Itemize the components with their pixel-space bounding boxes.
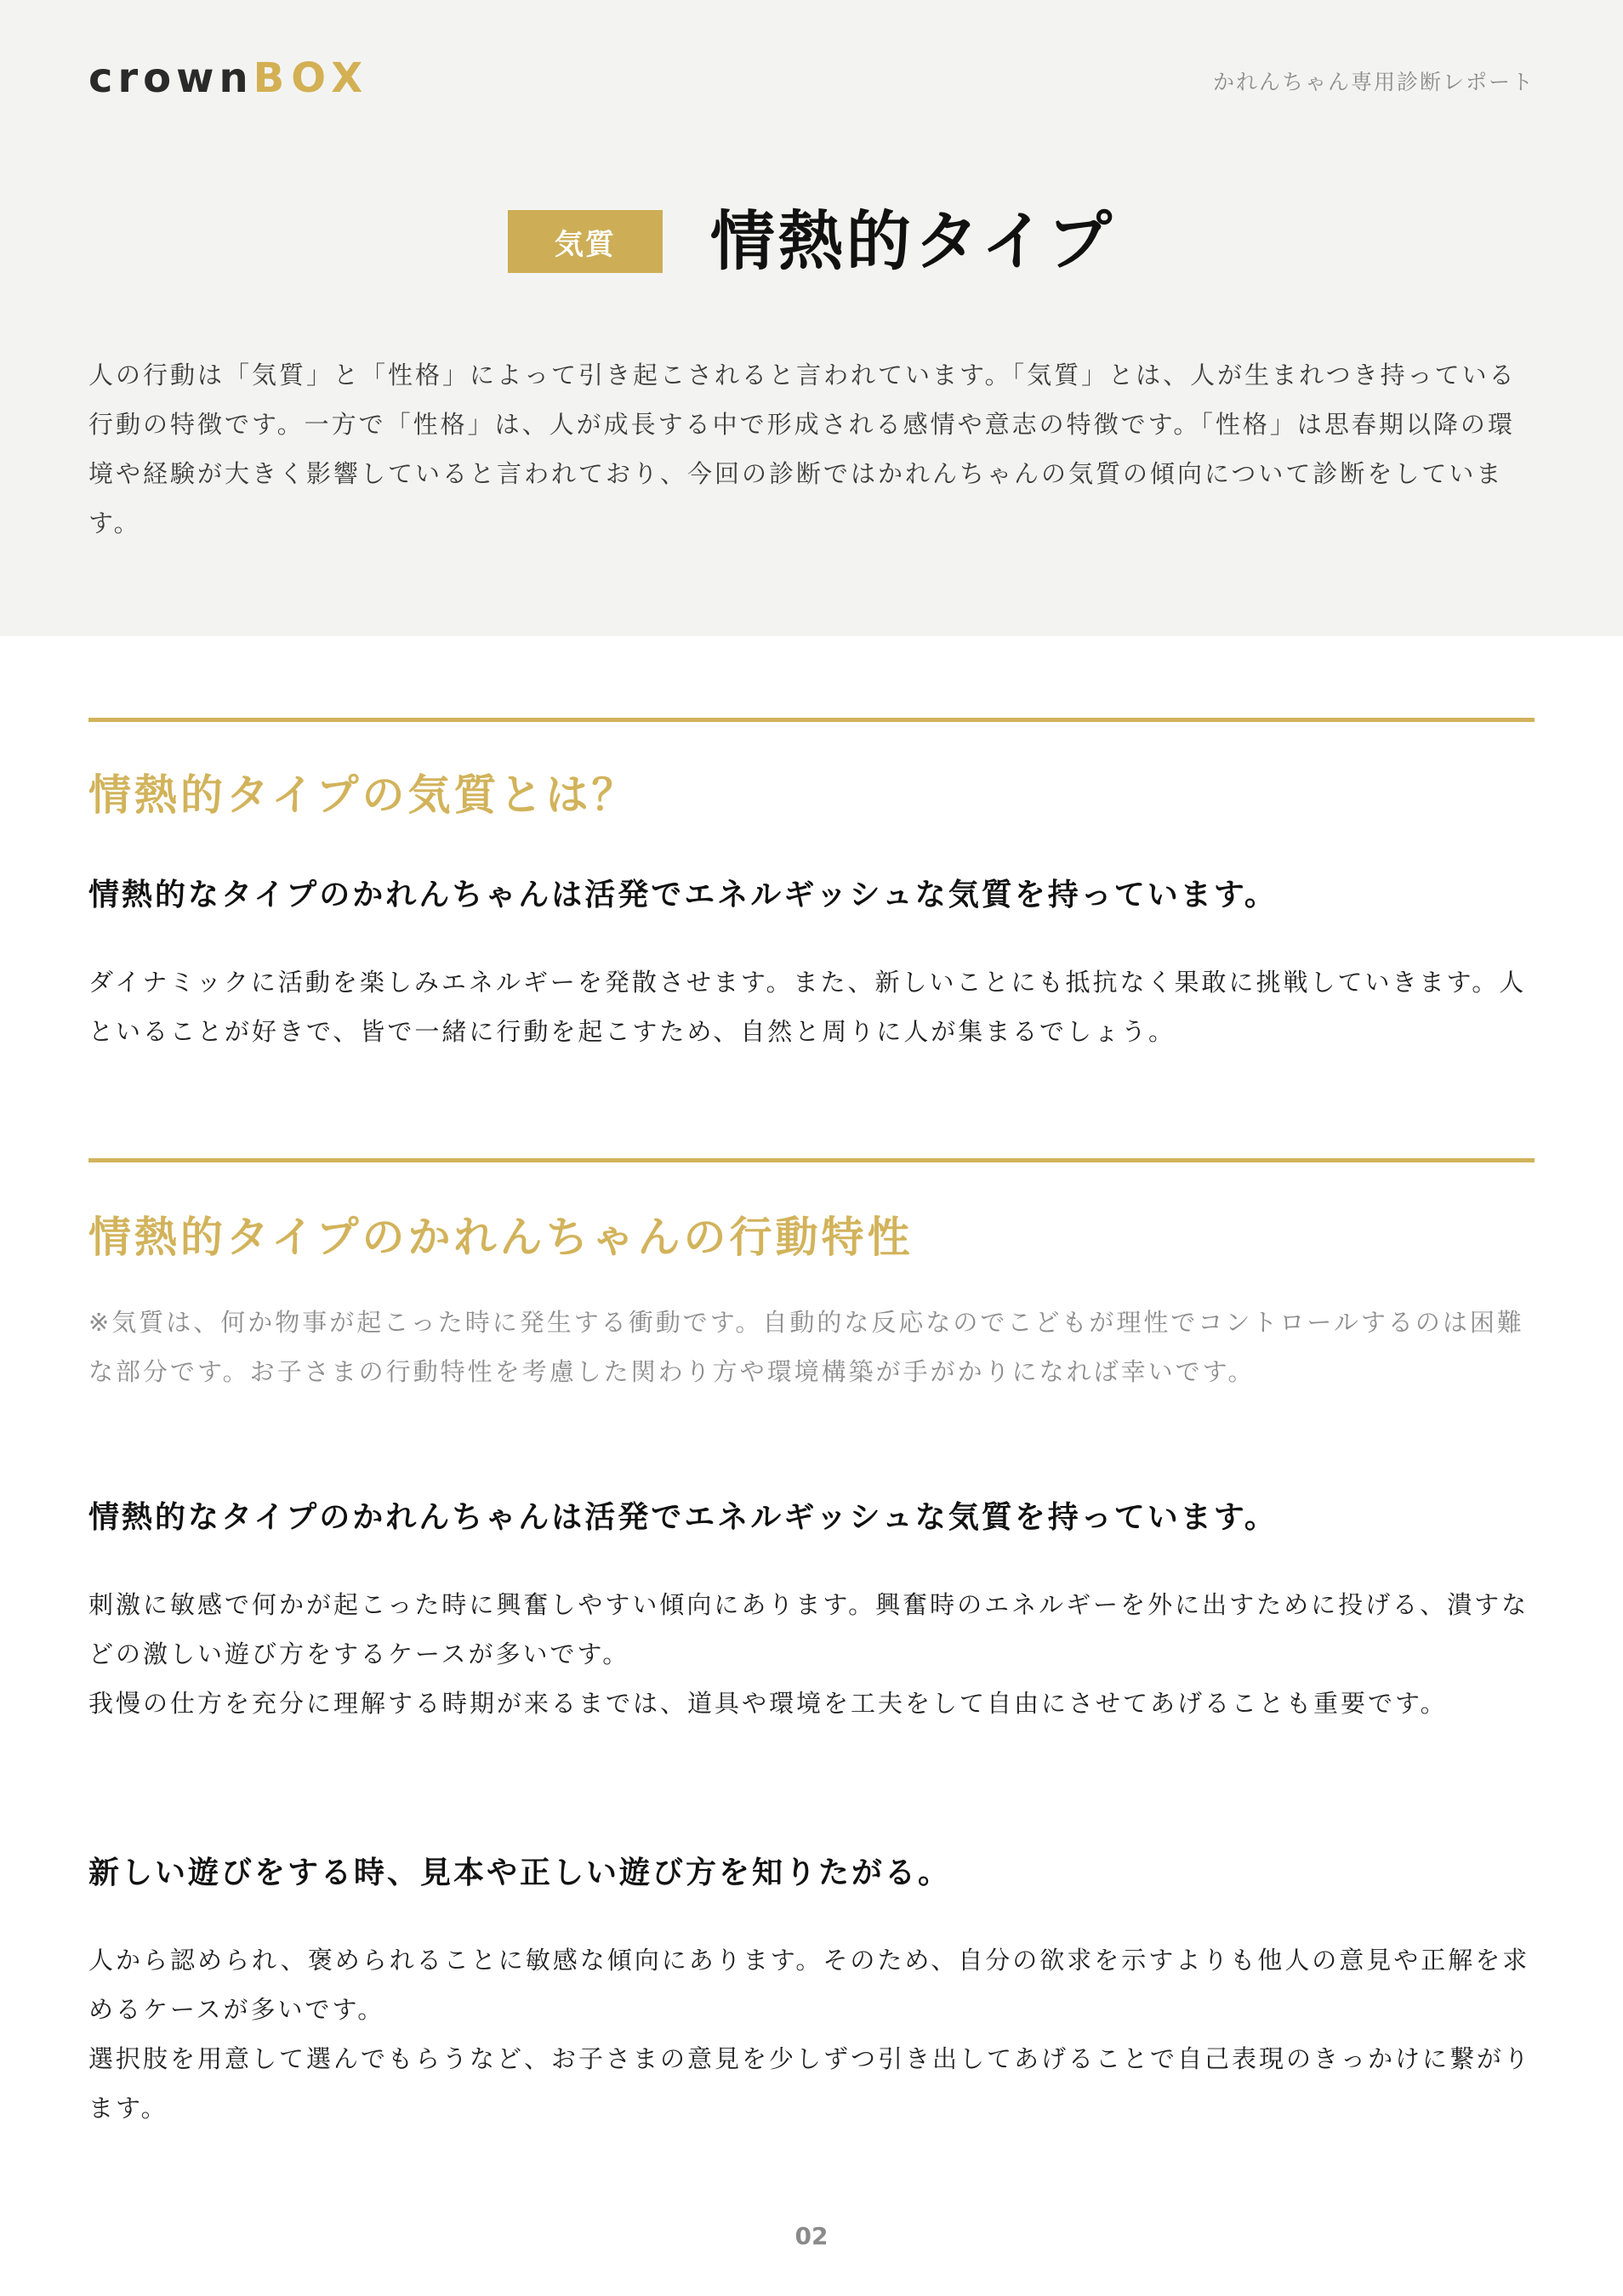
intro-paragraph: 人の行動は「気質」と「性格」によって引き起こされると言われています。「気質」とは、人が生まれつき持っている行動の特徴です。一方で「性格」は、人が成長する中で形成される感情や意志の特徴です。「性格」は思春期以降の環境や経験が大きく影響していると言われており、今回の診断ではかれんちゃんの気質の傾向について診断をしています。 — [88, 361, 1517, 537]
hero-title-row — [0, 197, 1623, 286]
section-lead: 情熱的なタイプのかれんちゃんは活発でエネルギッシュな気質を持っています。 — [88, 878, 1278, 912]
trait-lead: 情熱的なタイプのかれんちゃんは活発でエネルギッシュな気質を持っています。 — [88, 1500, 1278, 1535]
crownbox-logo — [88, 53, 369, 104]
logo-text-box: BOX — [253, 54, 370, 102]
trait-body — [88, 1580, 1535, 1728]
logo-text-crown: crown — [88, 54, 253, 102]
trait-body-paragraph: 我慢の仕方を充分に理解する時期が来るまでは、道具や環境を工夫をして自由にさせてあげることも重要です。 — [88, 1689, 1448, 1718]
section-title: 情熱的タイプの気質とは？ — [88, 770, 638, 820]
page-title: 情熱的タイプ — [709, 203, 1116, 279]
section-body: ダイナミックに活動を楽しみエネルギーを発散させます。また、新しいことにも抵抗なく果敢に挑戦していきます。人といることが好きで、皆で一緒に行動を起こすため、自然と周りに人が集まるでしょう。 — [88, 968, 1527, 1046]
trait-lead: 新しい遊びをする時、見本や正しい遊び方を知りたがる。 — [88, 1856, 952, 1890]
trait-body-paragraph: 刺激に敏感で何かが起こった時に興奮しやすい傾向にあります。興奮時のエネルギーを外に出すために投げる、潰すなどの激しい遊び方をするケースが多いです。 — [88, 1590, 1529, 1668]
section-note: ※気質は、何か物事が起こった時に発生する衝動です。自動的な反応なのでこどもが理性でコントロールするのは困難な部分です。お子さまの行動特性を考慮した関わり方や環境構築が手がかりになれば幸いです。 — [88, 1308, 1524, 1386]
trait-body-paragraph: 選択肢を用意して選んでもらうなど、お子さまの意見を少しずつ引き出してあげることで自己表現のきっかけに繋がります。 — [88, 2044, 1532, 2123]
section-divider — [88, 1158, 1535, 1162]
page-number: 02 — [794, 2222, 829, 2250]
trait-body-paragraph: 人から認められ、褒められることに敏感な傾向にあります。そのため、自分の欲求を示すよりも他人の意見や正解を求めるケースが多いです。 — [88, 1946, 1530, 2024]
trait-body — [88, 1935, 1535, 2133]
section-title: 情熱的タイプのかれんちゃんの行動特性 — [88, 1213, 914, 1262]
section-divider — [88, 718, 1535, 722]
report-label: かれんちゃん専用診断レポート — [1212, 70, 1535, 94]
category-badge: 気質 — [508, 210, 663, 273]
